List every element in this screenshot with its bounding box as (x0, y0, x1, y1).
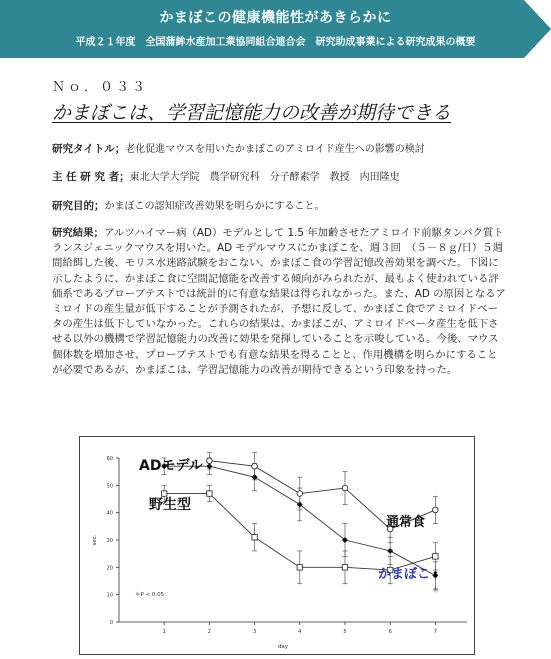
series-3-point (207, 458, 213, 464)
series-2-point (207, 491, 212, 496)
series-label-3: 通常食 (386, 515, 426, 530)
research-title-value: 老化促進マウスを用いたかまぼこのアミロイド産生への影響の検討 (125, 144, 425, 155)
series-label-1: ADモデル (139, 458, 203, 474)
x-tick-label: 7 (433, 629, 437, 635)
x-axis-label: day (277, 644, 289, 650)
purpose-label: 研究目的； (52, 200, 105, 212)
purpose-row (52, 198, 325, 215)
series-2-point (342, 565, 347, 570)
purpose-value: かまぼこの認知症改善効果を明らかにすること。 (104, 201, 325, 212)
header-banner (0, 0, 551, 58)
results-label: 研究結果； (52, 227, 104, 239)
learning-chart (79, 436, 475, 655)
significance-star: ＊ (432, 585, 440, 594)
x-tick-label: 5 (343, 629, 347, 635)
series-2-point (433, 554, 438, 559)
results-paragraph (52, 226, 507, 378)
y-tick-label: 10 (106, 592, 113, 599)
series-label-2: 野生型 (149, 497, 191, 513)
document-number: Ｎｏ．０３３ (52, 80, 149, 95)
y-tick-label: 30 (106, 538, 113, 544)
series-4-point (434, 571, 437, 574)
series-3-point (252, 463, 258, 469)
x-tick-label: 4 (298, 629, 302, 635)
series-2-point (297, 565, 302, 570)
researcher-row (52, 169, 400, 186)
y-tick-label: 60 (106, 456, 113, 462)
y-tick-label: 40 (106, 510, 113, 517)
series-3-point (342, 485, 348, 491)
y-tick-label: 50 (106, 483, 113, 490)
y-tick-label: 20 (106, 565, 113, 572)
x-tick-label: 6 (388, 629, 392, 635)
researcher-value: 東北大学大学院 農学研究科 分子酵素学 教授 内田隆史 (129, 172, 400, 183)
x-tick-label: 3 (252, 629, 257, 635)
series-3-point (433, 507, 439, 513)
series-2-point (161, 491, 166, 496)
research-title-row (52, 141, 425, 158)
banner-title: かまぼこの健康機能性があきらかに (159, 10, 392, 26)
significance-note: ＊P < 0.05 (135, 592, 165, 598)
researcher-label: 主 任 研 究 者； (52, 171, 130, 183)
y-axis-label: sec. (92, 534, 98, 546)
results-text: アルツハイマー病（AD）モデルとして 1.5 年加齢させたアミロイド前駆タンパク質トランスジェニックマウスを用いた。AD モデルマウスにかまぼこを、週３回 （５－８ｇ/日）５週間給餌した後、モリス水迷路試験をおこない、かまぼこ食の学習記憶改善効果を調べた。下図に示したように、かまぼこ食に空間記憶能を改善する傾向がみられたが、最もよく使われている評価系であるプローブテストでは統計的に有意な結果は得られなかった。また、AD の原因となるアミロイドの産生量が低下することが予測されたが、予想に反して、かまぼこ食でアミロイドベータの産生は低下していなかった。これらの結果は、かまぼこが、アミロイドベータ産生を低下させる以外の機構で学習記憶能力の改善に効果を発揮していることを示唆している。今後、マウス個体数を増加させ、プローブテストでも有意な結果を得ることと、作用機構を明らかにすることが必要であるが、かまぼこは、学習記憶能力の改善が期待できるという印象を持った。 (52, 227, 506, 376)
research-title-label: 研究タイトル； (52, 143, 126, 155)
series-label-4: かまぼこ (378, 567, 431, 582)
x-tick-label: 2 (207, 629, 211, 635)
series-2-point (252, 535, 257, 540)
banner-subtitle: 平成２１年度 全国蒲鉾水産加工業協同組合連合会 研究助成事業による研究成果の概要 (75, 37, 476, 48)
chart-svg (79, 436, 475, 655)
page-headline: かまぼこは、学習記憶能力の改善が期待できる (52, 102, 452, 124)
series-3-point (297, 491, 303, 497)
y-tick-label: 0 (109, 620, 113, 626)
x-tick-label: 1 (162, 629, 166, 635)
